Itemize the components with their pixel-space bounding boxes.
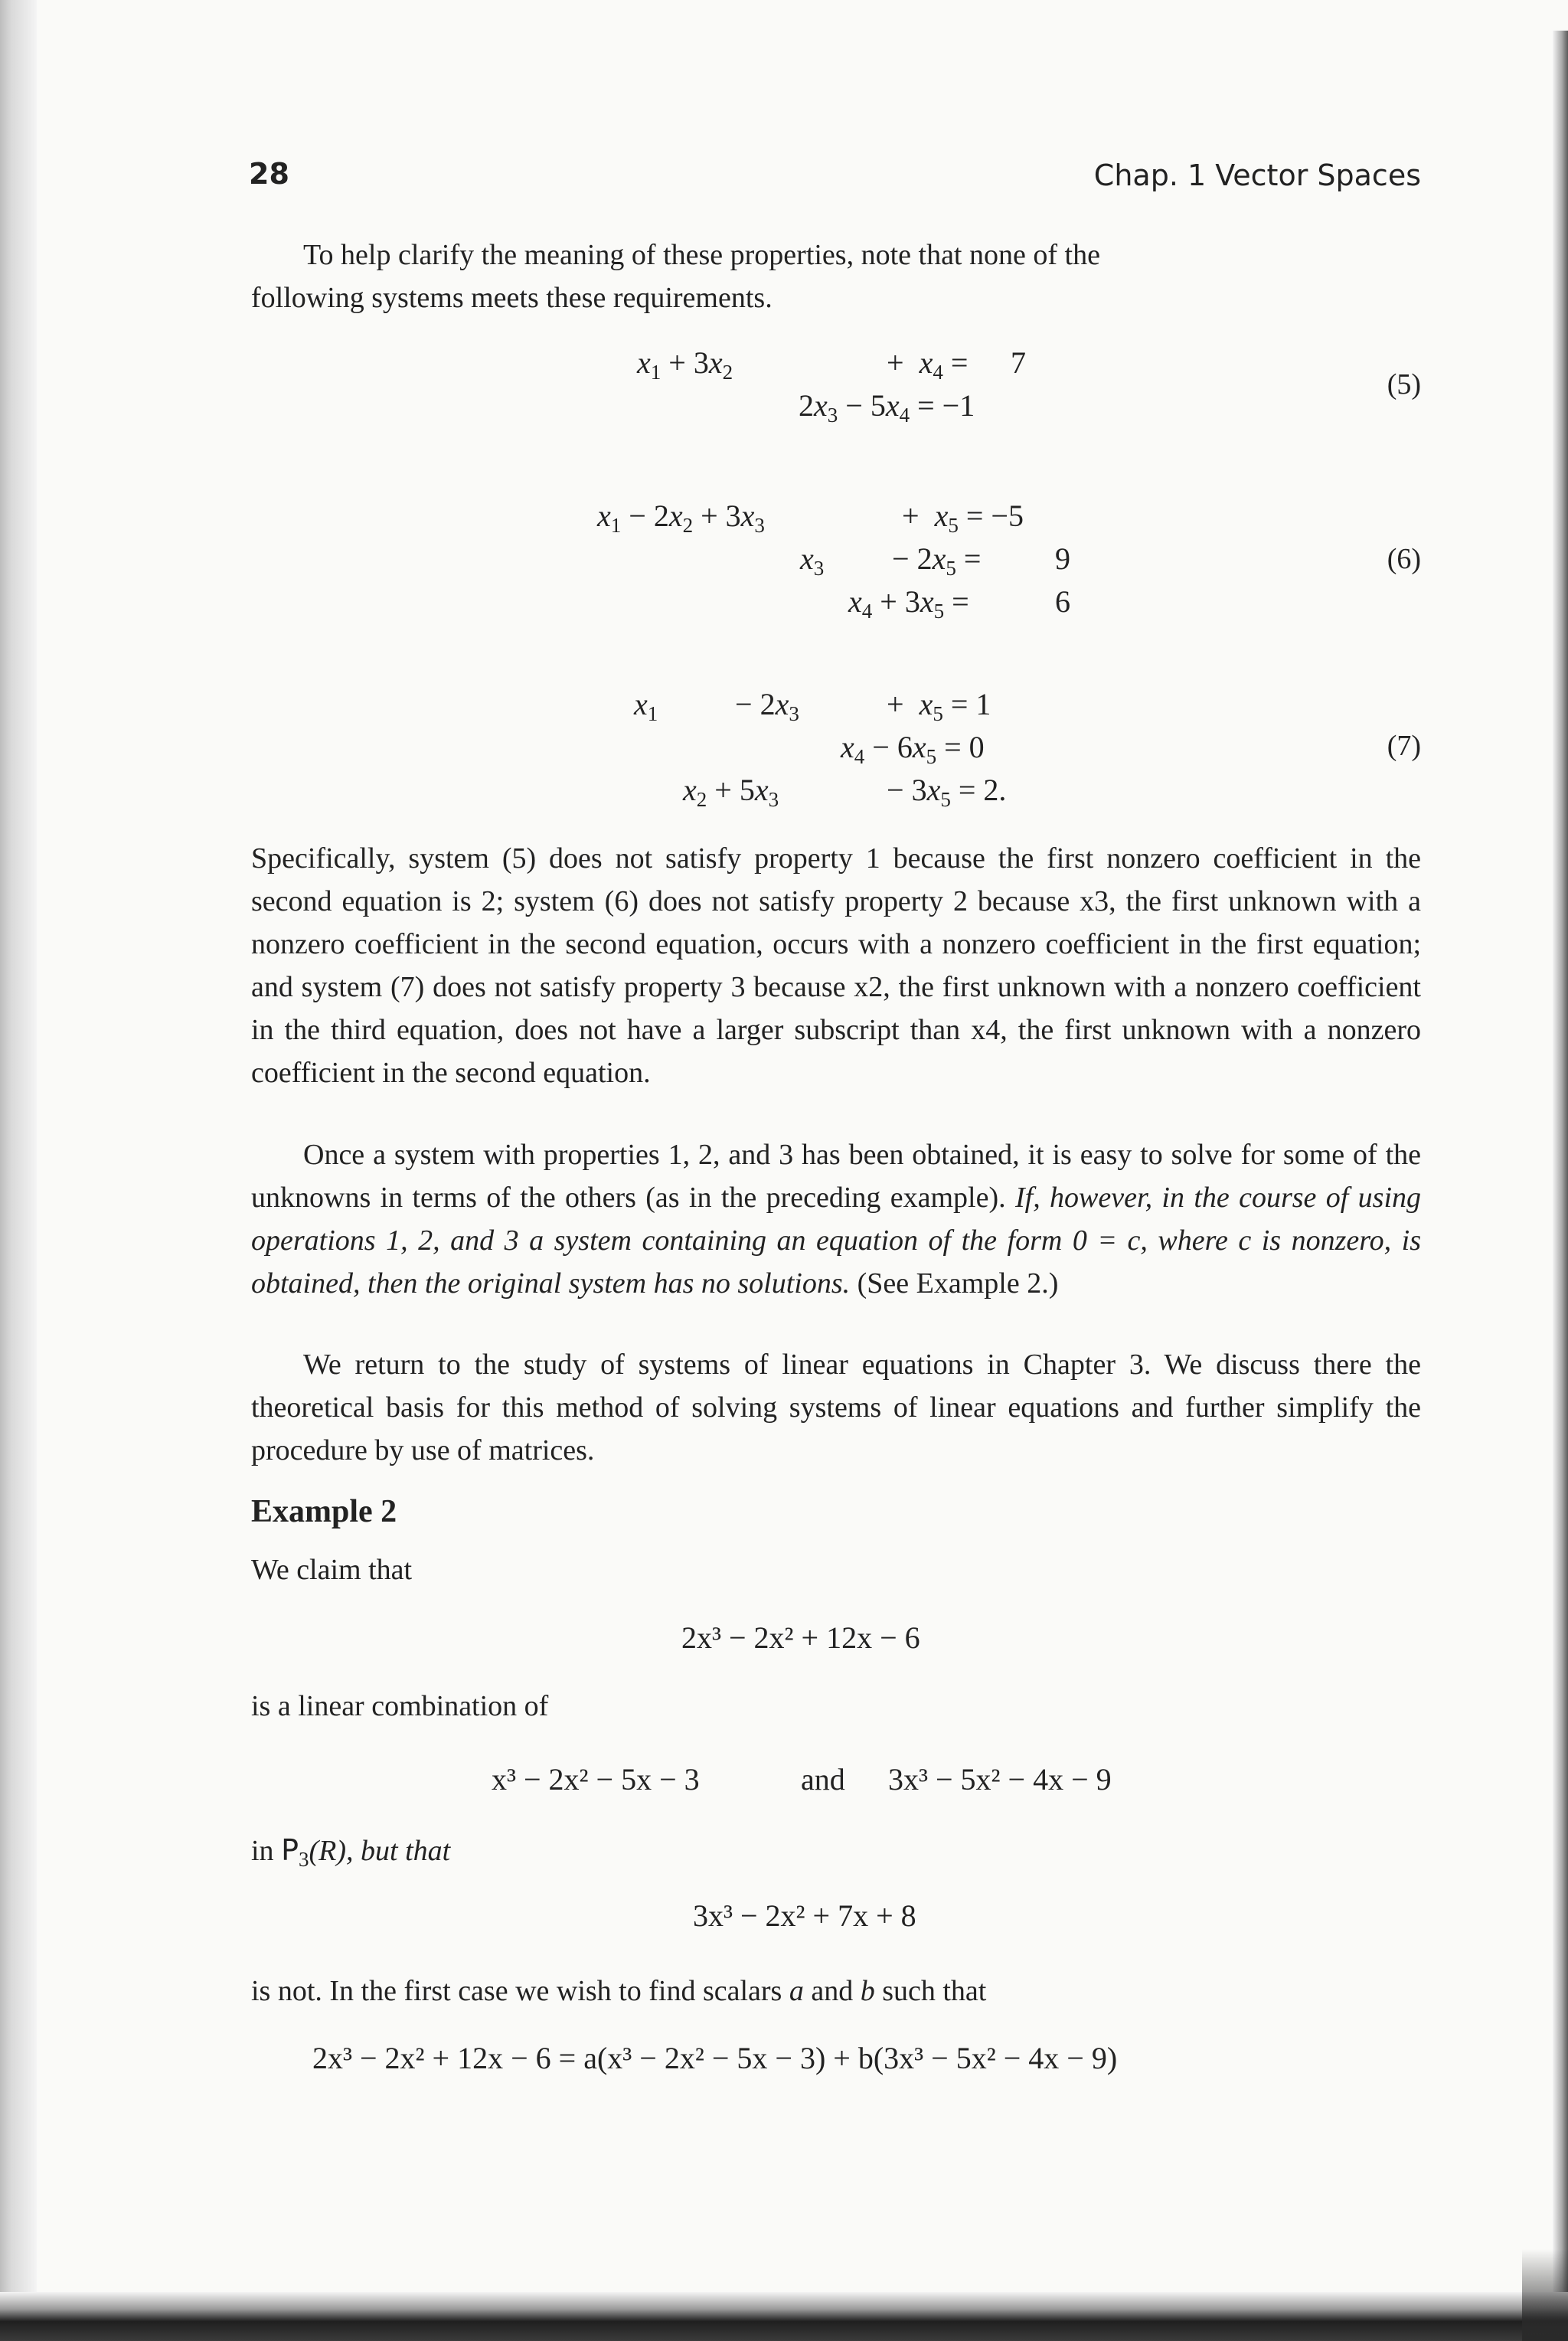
paragraph-once-roman: Once a system with properties 1, 2, and 3 has been obtained, it is easy to solve for some of the unknowns in terms of the others (as in the preceding example). — [251, 1139, 1421, 1214]
paragraph-specifically: Specifically, system (5) does not satisfy property 1 because the first nonzero coefficient in the second equation is 2; system (6) does not satisfy property 2 because x3, the first unknown with a nonzero coefficient in the second equation, occurs with a nonzero coefficient in the first equation; and system (7) does not satisfy property 3 because x2, the first unknown with a nonzero coefficient in the third equation, does not have a larger subscript than x4, the first unknown with a nonzero coefficient in the second equation. — [251, 842, 1421, 1089]
in-space-line: in $P_3(R)$, but that — [251, 1833, 451, 1871]
paragraph-once-italic: If, however, in the course of using operations 1, 2, and 3 a system containing an equation of the form 0 = c, where c is nonzero, is obtained, then the original system has no solutions. — [251, 1182, 1422, 1300]
example-heading: Example 2 — [251, 1494, 397, 1529]
paragraph-once — [251, 1133, 1421, 1305]
is-not-line: is not. In the first case we wish to find scalars a and b such that — [251, 1975, 987, 2007]
equation-number-6: (6) — [1387, 543, 1421, 575]
scan-corner-shadow — [1522, 2249, 1568, 2341]
space-symbol: P — [281, 1833, 299, 1867]
linear-combination-text: is a linear combination of — [251, 1690, 549, 1722]
polynomial-target: 2x³ − 2x² + 12x − 6 — [681, 1620, 920, 1655]
polynomial-1: x³ − 2x² − 5x − 3 — [492, 1762, 700, 1797]
scan-edge-left — [0, 0, 37, 2341]
intro-paragraph — [251, 234, 1421, 319]
scan-edge-bottom — [0, 2292, 1568, 2341]
and-word: and — [801, 1762, 845, 1797]
scan-edge-right — [1553, 31, 1568, 2297]
intro-line-2: following systems meets these requirements. — [251, 282, 773, 314]
polynomial-2: 3x³ − 5x² − 4x − 9 — [888, 1762, 1112, 1797]
example-claim: We claim that — [251, 1554, 413, 1586]
paragraph-once-tail: (See Example 2.) — [857, 1267, 1059, 1300]
intro-line-1: To help clarify the meaning of these properties, note that none of the — [303, 239, 1100, 271]
equation-number-5: (5) — [1387, 368, 1421, 401]
polynomial-other: 3x³ − 2x² + 7x + 8 — [693, 1898, 916, 1933]
space-argument: (R), but that — [309, 1835, 451, 1867]
page-number: 28 — [249, 157, 289, 191]
paragraph-return: We return to the study of systems of linear equations in Chapter 3. We discuss there the theoretical basis for this method of solving systems of linear equations and further simplify the procedure by use of matrices. — [251, 1349, 1421, 1466]
equation-number-7: (7) — [1387, 730, 1421, 762]
running-head: Chap. 1 Vector Spaces — [1093, 159, 1421, 192]
final-equation: 2x³ − 2x² + 12x − 6 = a(x³ − 2x² − 5x − 3) + b(3x³ − 5x² − 4x − 9) — [312, 2041, 1118, 2075]
